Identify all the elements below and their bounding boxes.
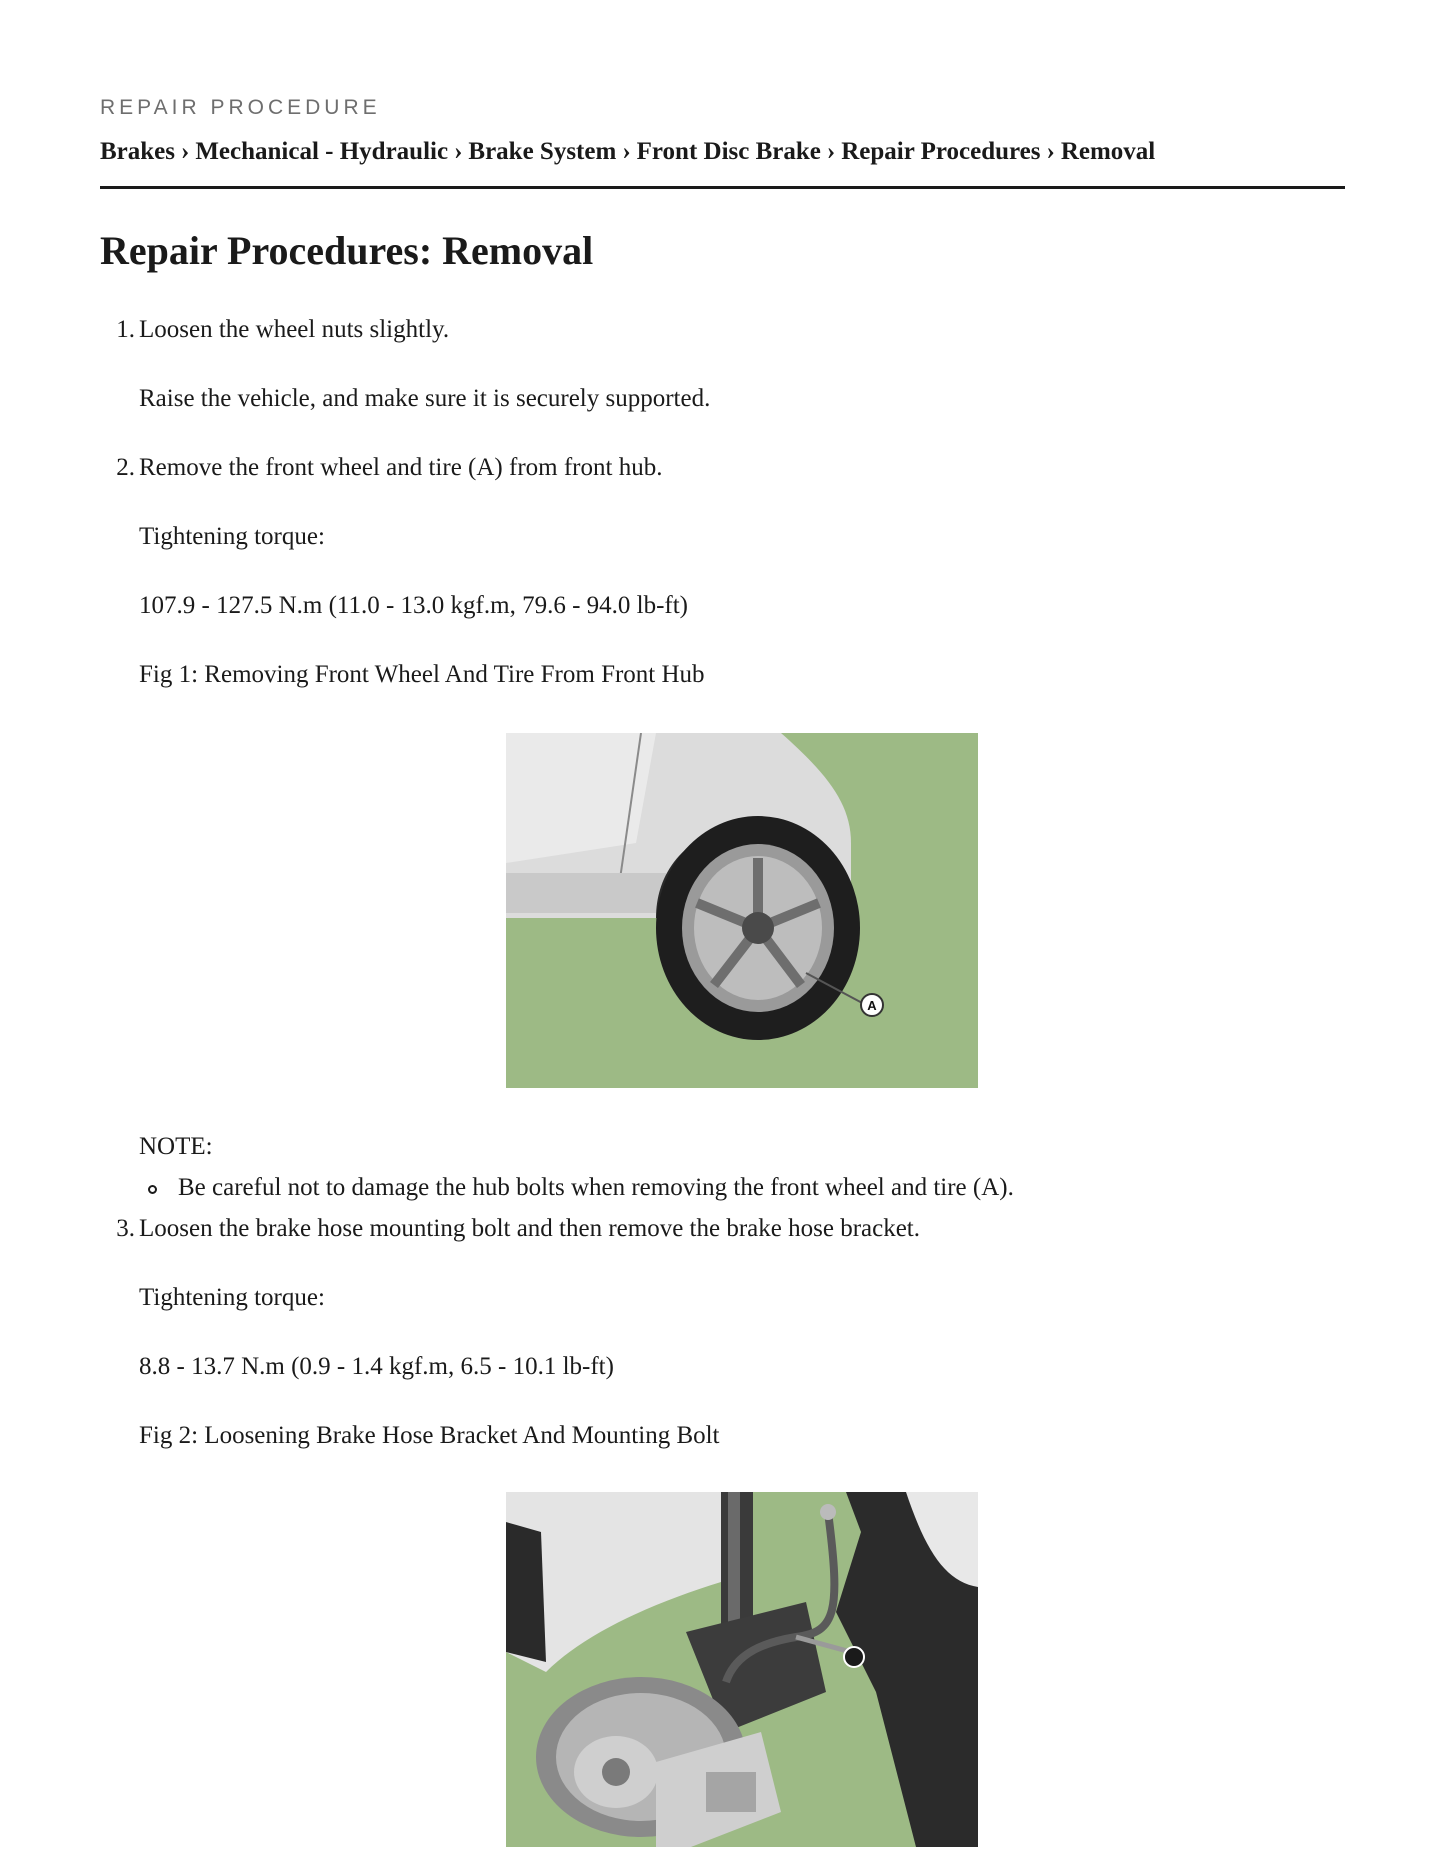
header-divider [100,186,1345,189]
note-label: NOTE: [139,1133,213,1160]
breadcrumb-item[interactable]: Brakes [100,138,175,165]
step-1-text: 1. Loosen the wheel nuts slightly. [139,314,449,346]
breadcrumb-separator: › [181,138,190,165]
breadcrumb-item[interactable]: Mechanical - Hydraulic [195,138,449,165]
step-number: 2. [116,454,135,481]
page-title: Repair Procedures: Removal [100,228,594,273]
brake-hose-illustration [506,1492,978,1847]
breadcrumb [100,138,1345,166]
breadcrumb-item[interactable]: Repair Procedures [841,138,1041,165]
figure-1-caption: Fig 1: Removing Front Wheel And Tire From Front Hub [139,661,705,688]
step-2-torque-value: 107.9 - 127.5 N.m (11.0 - 13.0 kgf.m, 79.6 - 94.0 lb-ft) [139,592,689,619]
figure-callout-a: A [867,998,877,1013]
breadcrumb-item[interactable]: Brake System [468,138,617,165]
figure-2-caption: Fig 2: Loosening Brake Hose Bracket And Mounting Bolt [139,1422,720,1449]
step-3-text: 3. Loosen the brake hose mounting bolt and then remove the brake hose bracket. [139,1213,920,1245]
note-item: Be careful not to damage the hub bolts when removing the front wheel and tire (A). [178,1172,1014,1204]
breadcrumb-item-current: Removal [1060,138,1156,165]
section-kicker: REPAIR PROCEDURE [100,96,381,119]
breadcrumb-separator: › [1046,138,1055,165]
breadcrumb-separator: › [622,138,631,165]
breadcrumb-item[interactable]: Front Disc Brake [636,138,821,165]
step-3-torque-value: 8.8 - 13.7 N.m (0.9 - 1.4 kgf.m, 6.5 - 10.1 lb-ft) [139,1353,614,1380]
step-number: 3. [116,1215,135,1242]
breadcrumb-separator: › [454,138,463,165]
step-3-torque-label: Tightening torque: [139,1284,325,1311]
step-2-text: 2. Remove the front wheel and tire (A) from front hub. [139,452,662,484]
front-wheel-illustration [506,733,978,1088]
step-number: 1. [116,316,135,343]
figure-1-image [506,733,978,1088]
step-2-torque-label: Tightening torque: [139,523,325,550]
breadcrumb-separator: › [826,138,836,165]
figure-2-image [506,1492,978,1847]
bullet-circle-icon [148,1185,157,1194]
step-1-subtext: Raise the vehicle, and make sure it is securely supported. [139,385,711,412]
